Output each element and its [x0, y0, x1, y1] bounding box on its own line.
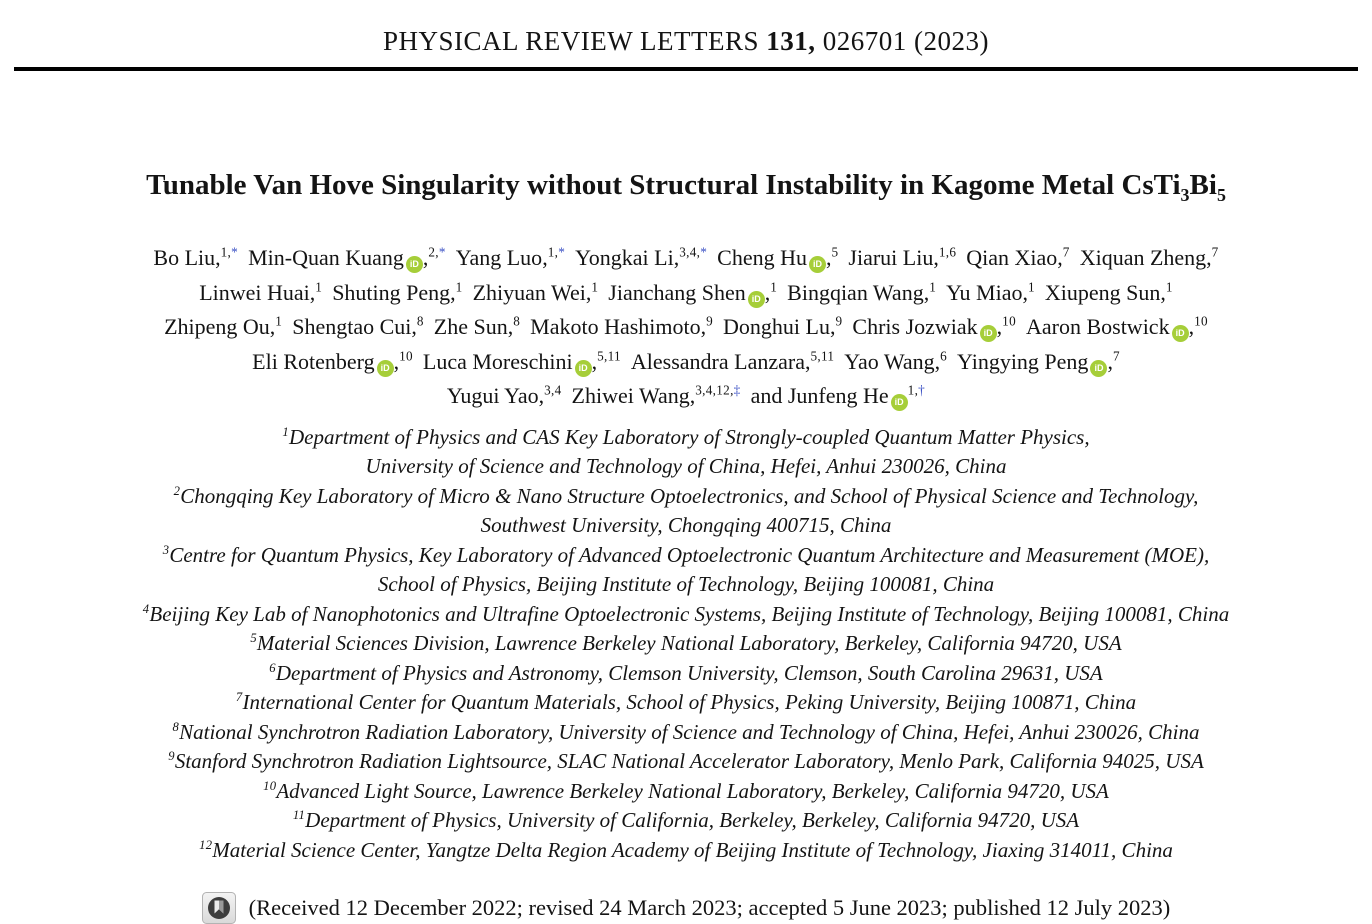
affiliation — [0, 718, 1372, 748]
author-name: Xiupeng Sun,$^1$ — [1044, 279, 1173, 305]
affiliation — [0, 836, 1372, 866]
affiliation — [0, 806, 1372, 836]
author-name: Yu Miao,$^1$ — [946, 279, 1035, 305]
affiliations-block — [0, 423, 1372, 866]
author-name: Donghui Lu,$^9$ — [723, 313, 843, 340]
affiliation — [0, 482, 1372, 541]
author-line — [0, 241, 1372, 276]
affiliation — [0, 747, 1372, 777]
affiliation-line: $^4$Beijing Key Lab of Nanophotonics and Ultrafine Optoelectronic Systems, Beijing Institute of Technology, Beijing 100081, China — [142, 601, 1230, 626]
affiliation — [0, 659, 1372, 689]
orcid-icon[interactable]: iD — [980, 325, 997, 342]
author-line — [0, 276, 1372, 311]
author-name: Zhe Sun,$^8$ — [433, 313, 521, 340]
journal-name: PHYSICAL REVIEW LETTERS — [383, 26, 759, 56]
orcid-icon[interactable]: iD — [809, 256, 826, 273]
affiliation-line: Southwest University, Chongqing 400715, China — [480, 513, 892, 538]
author-name: Linwei Huai,$^1$ — [199, 279, 323, 305]
author-name: Jiarui Liu,$^{1,6}$ — [848, 244, 957, 271]
received-dates: (Received 12 December 2022; revised 24 March 2023; accepted 5 June 2023; published 12 July 2023) — [248, 895, 1171, 921]
footnote-symbol[interactable]: * — [231, 244, 239, 260]
author-name: Alessandra Lanzara,$^{5,11}$ — [630, 348, 835, 374]
author-name: Zhiyuan Wei,$^1$ — [472, 279, 599, 305]
affiliation-line: $^6$Department of Physics and Astronomy, Clemson University, Clemson, South Carolina 29631, USA — [269, 660, 1103, 685]
journal-header — [0, 0, 1372, 57]
affiliation-line: $^2$Chongqing Key Laboratory of Micro & Nano Structure Optoelectronics, and School of Physical Science and Technology, — [173, 483, 1199, 508]
affiliation-line: $^9$Stanford Synchrotron Radiation Lightsource, SLAC National Accelerator Laboratory, Menlo Park, California 94025, USA — [168, 749, 1204, 774]
footnote-symbol[interactable]: * — [558, 244, 566, 260]
header-rule — [14, 67, 1358, 71]
crossmark-icon[interactable] — [202, 892, 236, 924]
orcid-icon[interactable]: iD — [377, 360, 394, 377]
author-name: Yongkai Li,$^{3,4,*}$ — [575, 244, 708, 271]
author-name: Qian Xiao,$^7$ — [966, 244, 1070, 271]
author-name: Min-Quan Kuang iD ,$^{2,*}$ — [248, 245, 446, 270]
author-name: and Junfeng He $iD^{1,\dagger}$ — [751, 383, 926, 408]
affiliation-line: $^1$Department of Physics and CAS Key Laboratory of Strongly-coupled Quantum Matter Physics, — [282, 424, 1090, 449]
footnote-symbol[interactable]: * — [438, 244, 446, 260]
journal-article-number: 026701 (2023) — [822, 26, 989, 56]
author-name: Xiquan Zheng,$^7$ — [1079, 244, 1219, 271]
author-line — [0, 310, 1372, 345]
affiliation-line: $^3$Centre for Quantum Physics, Key Laboratory of Advanced Optoelectronic Quantum Architecture and Measurement (MOE), — [162, 542, 1210, 567]
author-name: Shengtao Cui,$^8$ — [292, 313, 424, 340]
author-name: Bo Liu,$^{1,*}$ — [153, 244, 239, 271]
author-line — [0, 379, 1372, 414]
footnote-symbol[interactable]: * — [700, 244, 708, 260]
authors-block — [0, 241, 1372, 414]
orcid-icon[interactable]: iD — [1172, 325, 1189, 342]
author-name: Luca Moreschini iD ,$^{5,11}$ — [423, 349, 621, 374]
orcid-icon[interactable]: iD — [575, 360, 592, 377]
affiliation-line: $^{11}$Department of Physics, University of California, Berkeley, Berkeley, California 94720, USA — [292, 808, 1080, 833]
author-name: Makoto Hashimoto,$^9$ — [530, 313, 714, 340]
author-name: Jianchang Shen iD ,$^1$ — [608, 280, 777, 305]
affiliation — [0, 777, 1372, 807]
author-name: Chris Jozwiak iD ,$^{10}$ — [852, 314, 1016, 339]
orcid-icon[interactable]: iD — [891, 394, 908, 411]
affiliation — [0, 541, 1372, 600]
author-name: Eli Rotenberg iD ,$^{10}$ — [252, 349, 413, 374]
author-name: Cheng Hu iD ,$^5$ — [717, 245, 838, 270]
affiliation-line: $^{12}$Material Science Center, Yangtze Delta Region Academy of Beijing Institute of Technology, Jiaxing 314011, China — [199, 837, 1173, 862]
affiliation — [0, 600, 1372, 630]
affiliation — [0, 688, 1372, 718]
author-name: Yao Wang,$^6$ — [844, 348, 948, 374]
affiliation-line: School of Physics, Beijing Institute of Technology, Beijing 100081, China — [377, 572, 995, 597]
received-row — [0, 892, 1372, 924]
author-name: Zhipeng Ou,$^1$ — [164, 313, 283, 340]
author-name: Aaron Bostwick iD ,$^{10}$ — [1026, 314, 1208, 339]
author-name: Bingqian Wang,$^1$ — [787, 279, 937, 305]
affiliation-line: $^8$National Synchrotron Radiation Laboratory, University of Science and Technology of China, Hefei, Anhui 230026, China — [172, 719, 1200, 744]
author-name: Yang Luo,$^{1,*}$ — [455, 244, 566, 271]
affiliation — [0, 423, 1372, 482]
paper-title: Tunable Van Hove Singularity without Structural Instability in Kagome Metal $CsTi_3Bi_5$ — [146, 169, 1226, 205]
footnote-symbol[interactable]: † — [918, 382, 926, 398]
orcid-icon[interactable]: iD — [406, 256, 423, 273]
affiliation-line: $^{10}$Advanced Light Source, Lawrence Berkeley National Laboratory, Berkeley, California 94720, USA — [263, 778, 1109, 803]
author-name: Shuting Peng,$^1$ — [332, 279, 463, 305]
affiliation — [0, 629, 1372, 659]
author-name: Zhiwei Wang,$^{3,4,12,\ddagger}$ — [571, 382, 741, 409]
author-name: Yugui Yao,$^{3,4}$ — [446, 382, 562, 409]
orcid-icon[interactable]: iD — [1090, 360, 1107, 377]
affiliation-line: University of Science and Technology of China, Hefei, Anhui 230026, China — [365, 454, 1007, 479]
footnote-symbol[interactable]: ‡ — [733, 382, 741, 398]
journal-volume: 131, — [766, 26, 816, 56]
author-line — [0, 345, 1372, 380]
affiliation-line: $^5$Material Sciences Division, Lawrence Berkeley National Laboratory, Berkeley, California 94720, USA — [250, 631, 1122, 656]
orcid-icon[interactable]: iD — [748, 291, 765, 308]
affiliation-line: $^7$International Center for Quantum Materials, School of Physics, Peking University, Beijing 100871, China — [235, 690, 1137, 715]
author-name: Yingying Peng iD ,$^7$ — [957, 349, 1120, 374]
